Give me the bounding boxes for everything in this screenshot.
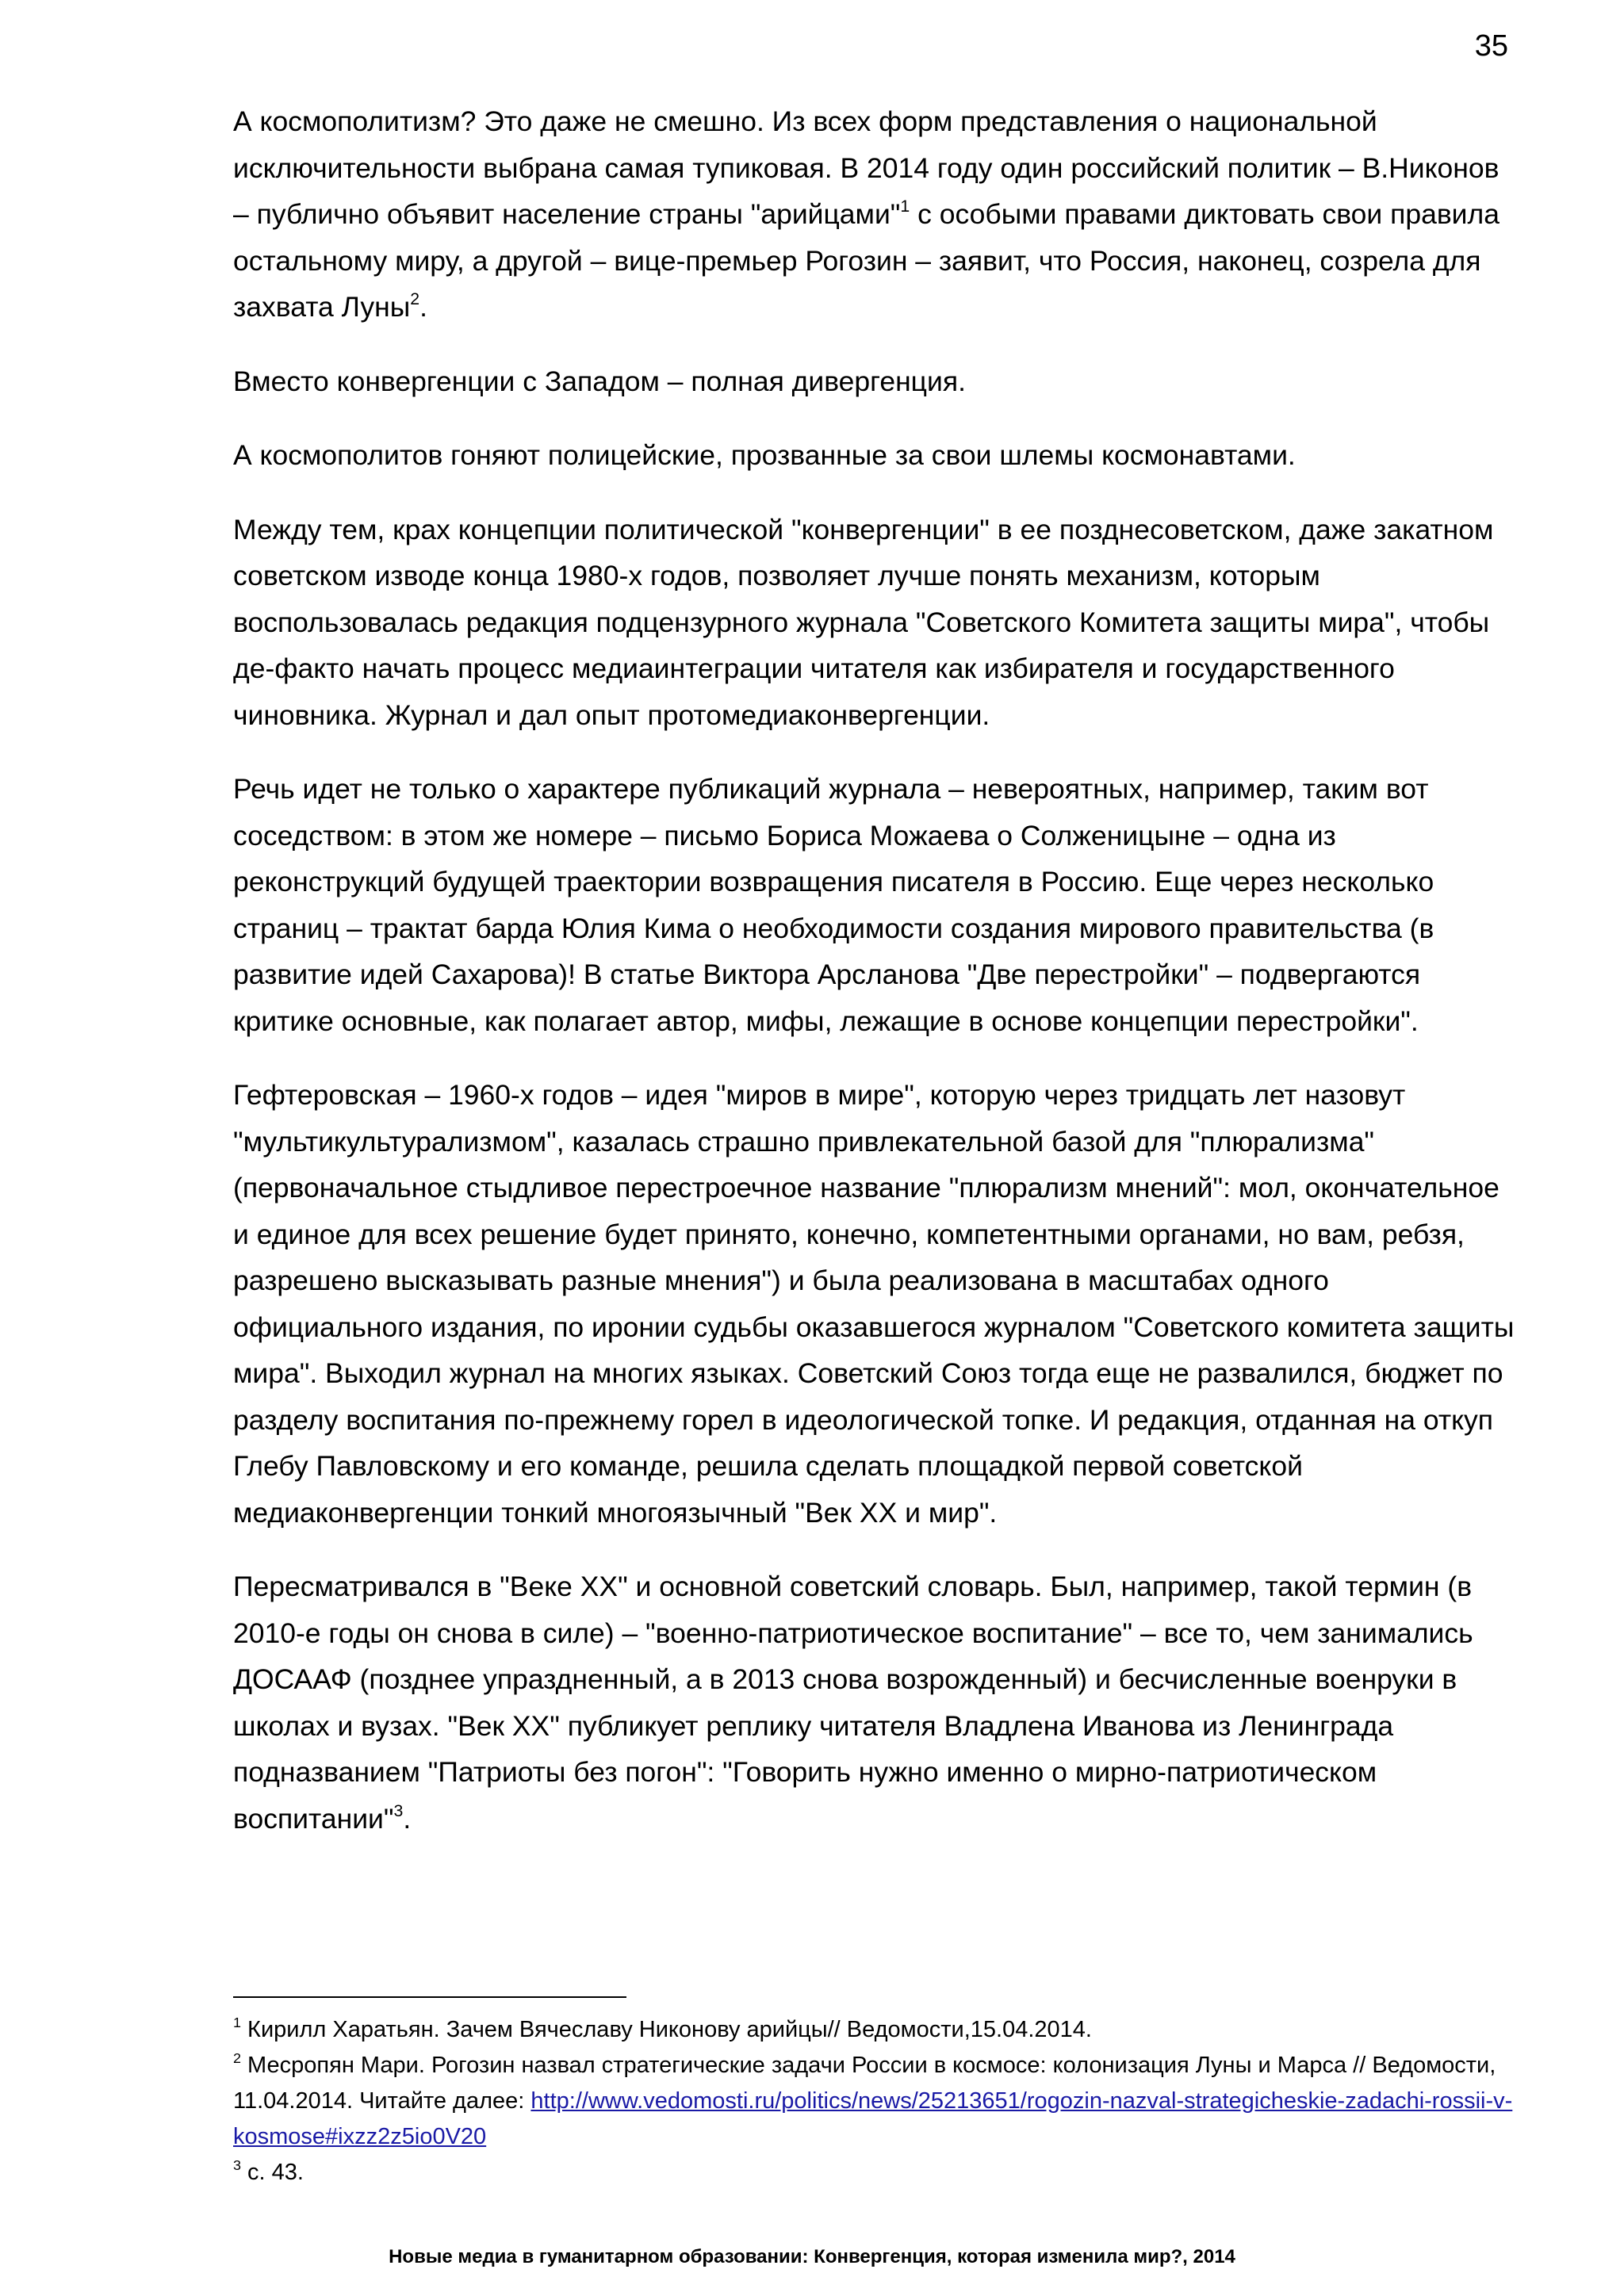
footnote-marker: 1 bbox=[233, 2014, 241, 2030]
footnotes bbox=[233, 2012, 1518, 2191]
paragraph-text: . bbox=[419, 291, 427, 323]
footnote-3 bbox=[233, 2155, 1518, 2191]
footnote-1 bbox=[233, 2012, 1518, 2048]
paragraph-text: Пересматривался в "Веке ХХ" и основной советский словарь. Был, например, такой термин (в 2010-е годы он снова в силе) – "военно-патриотическое воспитание" – все то, чем занимались ДОСААФ (позднее упраздненный, а в 2013 снова возрожденный) и бесчисленные военруки в школах и вузах. "Век ХХ" публикует реплику читателя Владлена Иванова из Ленинграда подназванием "Патриоты без погон": "Говорить нужно именно о мирно-патриотическом воспитании" bbox=[233, 1571, 1473, 1835]
paragraph-6: Гефтеровская – 1960-х годов – идея "миров в мире", которую через тридцать лет назовут "мультикультурализмом", казалась страшно привлекательной базой для "плюрализма" (первоначальное стыдливое перестроечное название "плюрализм мнений": мол, окончательное и единое для всех решение будет принято, конечно, компетентными органами, но вам, ребзя, разрешено высказывать разные мнения") и была реализована в масштабах одного официального издания, по иронии судьбы оказавшегося журналом "Советского комитета защиты мира". Выходил журнал на многих языках. Советский Союз тогда еще не развалился, бюджет по разделу воспитания по-прежнему горел в идеологической топке. И редакция, отданная на откуп Глебу Павловскому и его команде, решила сделать площадкой первой советской медиаконвергенции тонкий многоязычный "Век ХХ и мир". bbox=[233, 1079, 1515, 1529]
footnote-separator bbox=[233, 1996, 626, 1998]
paragraph-5: Речь идет не только о характере публикаций журнала – невероятных, например, таким вот соседством: в этом же номере – письмо Бориса Можаева о Солженицыне – одна из реконструкций будущей траектории возвращения писателя в Россию. Еще через несколько страниц – трактат барда Юлия Кима о необходимости создания мирового правительства (в развитие идей Сахарова)! В статье Виктора Арсланова "Две перестройки" – подвергаются критике основные, как полагает автор, мифы, лежащие в основе концепции перестройки". bbox=[233, 773, 1434, 1037]
footnote-text: Кирилл Харатьян. Зачем Вячеславу Никонову арийцы// Ведомости,15.04.2014. bbox=[241, 2017, 1092, 2042]
paragraph-text: с особыми правами диктовать свои правила остальному миру, а другой – вице-премьер Рогозин – заявит, что Россия, наконец, созрела для захвата Луны bbox=[233, 198, 1500, 323]
footnote-marker: 2 bbox=[233, 2049, 241, 2066]
body-text bbox=[233, 98, 1518, 1869]
footnote-ref-2[interactable]: 2 bbox=[410, 289, 420, 309]
page-footer: Новые медиа в гуманитарном образовании: Конвергенция, которая изменила мир?, 2014 bbox=[389, 2246, 1235, 2267]
paragraph-3: А космополитов гоняют полицейские, прозванные за свои шлемы космонавтами. bbox=[233, 439, 1296, 471]
paragraph-text: . bbox=[403, 1802, 412, 1835]
footnote-marker: 3 bbox=[233, 2156, 241, 2173]
footnote-ref-1[interactable]: 1 bbox=[900, 197, 910, 216]
paragraph-text: А космополитизм? Это даже не смешно. Из всех форм представления о национальной исключительности выбрана самая тупиковая. В 2014 году один российский политик – В.Никонов – публично объявит население страны "арийцами" bbox=[233, 105, 1500, 230]
footnote-text: Месропян Мари. Рогозин назвал стратегические задачи России в космосе: колонизация Луны и Марса // Ведомости, 11.04.2014. Читайте далее: bbox=[233, 2053, 1496, 2114]
paragraph-1 bbox=[233, 98, 1518, 331]
paragraph-2: Вместо конвергенции с Западом – полная дивергенция. bbox=[233, 365, 966, 397]
paragraph-4: Между тем, крах концепции политической "конвергенции" в ее позднесоветском, даже закатном советском изводе конца 1980-х годов, позволяет лучше понять механизм, которым воспользовалась редакция подцензурного журнала "Советского Комитета защиты мира", чтобы де-факто начать процесс медиаинтеграции читателя как избирателя и государственного чиновника. Журнал и дал опыт протомедиаконвергенции. bbox=[233, 513, 1494, 731]
footnote-text: с. 43. bbox=[241, 2160, 304, 2185]
paragraph-7 bbox=[233, 1563, 1518, 1842]
footnote-ref-3[interactable]: 3 bbox=[393, 1800, 404, 1820]
footnote-2 bbox=[233, 2048, 1518, 2155]
footnote-link[interactable]: http://www.vedomosti.ru/politics/news/25213651/rogozin-nazval-strategicheskie-zadachi-rossii-v-kosmose#ixzz2z5io0V20 bbox=[233, 2088, 1513, 2149]
page-number: 35 bbox=[1474, 29, 1508, 63]
